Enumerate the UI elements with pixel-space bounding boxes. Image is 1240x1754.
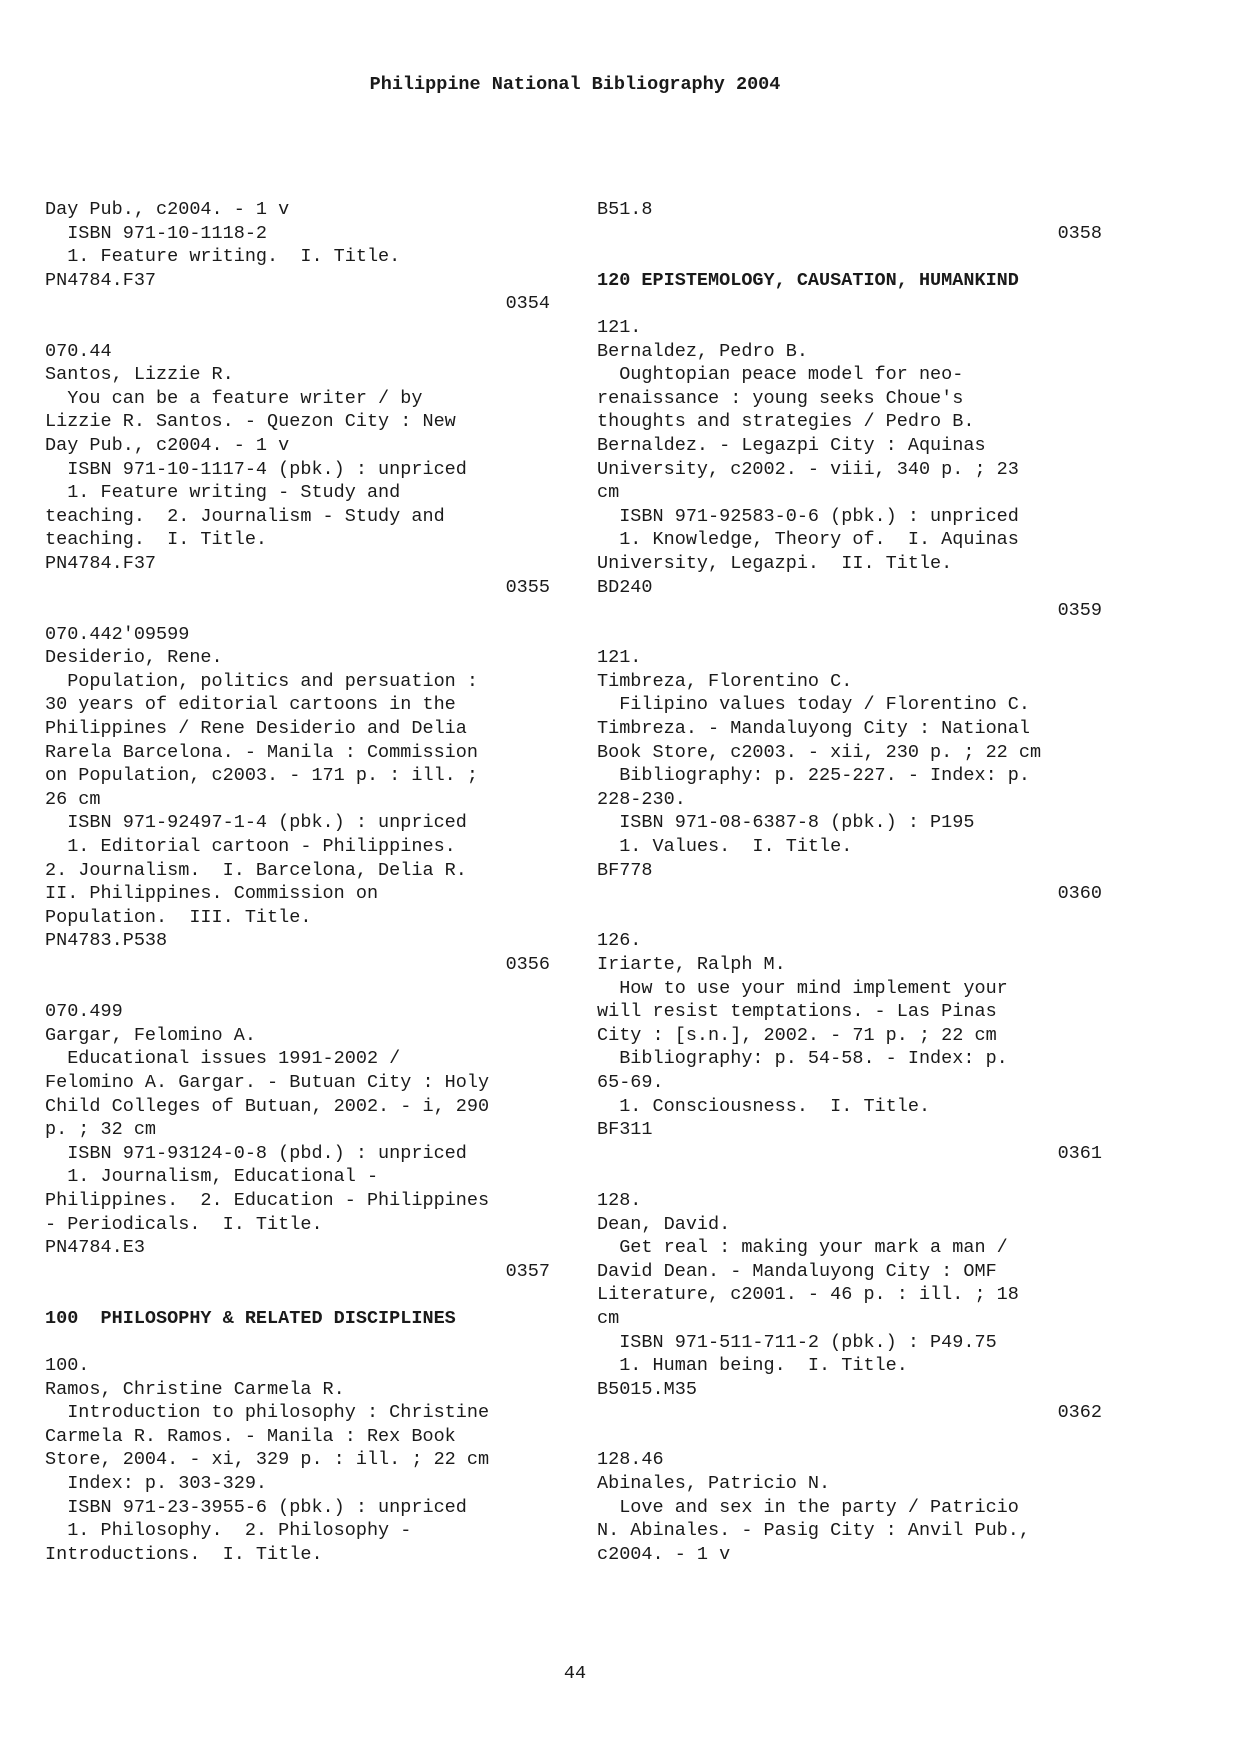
entry-line: 1. Feature writing - Study and: [45, 482, 401, 504]
entry-line: 1. Human being. I. Title.: [597, 1355, 908, 1377]
entry-line: ISBN 971-93124-0-8 (pbd.) : unpriced: [45, 1142, 467, 1164]
entry-line: 1. Philosophy. 2. Philosophy -: [45, 1520, 412, 1542]
entry-line: thoughts and strategies / Pedro B.: [597, 411, 975, 433]
entry-line: Gargar, Felomino A.: [45, 1024, 256, 1046]
entry-line: 1. Journalism, Educational -: [45, 1166, 379, 1188]
entry-line: Dean, David.: [597, 1213, 731, 1235]
spacer: [597, 623, 1102, 647]
entry-line: ISBN 971-08-6387-8 (pbk.) : P195: [597, 812, 975, 834]
entry-line: 30 years of editorial cartoons in the: [45, 694, 456, 716]
entry-line: BD240: [597, 576, 653, 598]
entry-line: University, c2002. - viii, 340 p. ; 23: [597, 458, 1019, 480]
entry-line: Bernaldez. - Legazpi City : Aquinas: [597, 434, 986, 456]
entry-line: Book Store, c2003. - xii, 230 p. ; 22 cm: [597, 741, 1042, 763]
entry-number: 0357: [505, 1260, 550, 1282]
spacer: [597, 292, 1102, 316]
spacer: [45, 977, 550, 1001]
entry-line: BF778: [597, 859, 653, 881]
spacer: [597, 245, 1102, 269]
entry-line: 121.: [597, 647, 642, 669]
entry-line: PN4784.E3: [45, 1237, 145, 1259]
page-number: 44: [563, 1663, 587, 1684]
entry-line: Philippines. 2. Education - Philippines: [45, 1189, 490, 1211]
entry-line: 65-69.: [597, 1071, 664, 1093]
spacer: [45, 316, 550, 340]
entry-line: BF311: [597, 1119, 653, 1141]
entry-line: 126.: [597, 930, 642, 952]
entry-line: 1. Feature writing. I. Title.: [45, 246, 401, 268]
entry-number: 0360: [1057, 883, 1102, 905]
entry-line: 070.44: [45, 340, 112, 362]
entry-line: p. ; 32 cm: [45, 1119, 157, 1141]
entry-line: Carmela R. Ramos. - Manila : Rex Book: [45, 1425, 456, 1447]
section-heading: 120 EPISTEMOLOGY, CAUSATION, HUMANKIND: [597, 269, 1019, 291]
entry-line: 128.46: [597, 1449, 664, 1471]
entry-line: cm: [597, 482, 620, 504]
entry-line: Timbreza. - Mandaluyong City : National: [597, 718, 1030, 740]
entry-number: 0354: [505, 293, 550, 315]
entry-line: 1. Consciousness. I. Title.: [597, 1095, 931, 1117]
right-column: [597, 198, 1102, 1566]
entry-line: Bernaldez, Pedro B.: [597, 340, 808, 362]
left-column: [45, 198, 550, 1566]
entry-line: 2. Journalism. I. Barcelona, Delia R.: [45, 859, 467, 881]
entry-line: Day Pub., c2004. - 1 v: [45, 199, 290, 220]
entry-line: University, Legazpi. II. Title.: [597, 552, 953, 574]
entry-line: Literature, c2001. - 46 p. : ill. ; 18: [597, 1284, 1019, 1306]
entry-line: teaching. 2. Journalism - Study and: [45, 505, 445, 527]
entry-line: 128.: [597, 1189, 642, 1211]
entry-number: 0361: [1057, 1142, 1102, 1164]
entry-line: 26 cm: [45, 788, 101, 810]
entry-line: Day Pub., c2004. - 1 v: [45, 434, 290, 456]
entry-line: Introductions. I. Title.: [45, 1543, 323, 1565]
entry-line: 121.: [597, 316, 642, 338]
entry-line: Desiderio, Rene.: [45, 647, 223, 669]
entry-line: Bibliography: p. 54-58. - Index: p.: [597, 1048, 1008, 1070]
entry-line: Population. III. Title.: [45, 906, 312, 928]
entry-line: PN4784.F37: [45, 269, 157, 291]
entry-line: Rarela Barcelona. - Manila : Commission: [45, 741, 478, 763]
section-heading: 100 PHILOSOPHY & RELATED DISCIPLINES: [45, 1307, 456, 1329]
entry-line: Abinales, Patricio N.: [597, 1473, 831, 1495]
entry-line: ISBN 971-92497-1-4 (pbk.) : unpriced: [45, 812, 467, 834]
entry-line: B5015.M35: [597, 1378, 697, 1400]
entry-line: 1. Editorial cartoon - Philippines.: [45, 836, 456, 858]
entry-line: - Periodicals. I. Title.: [45, 1213, 323, 1235]
entry-line: 100.: [45, 1355, 90, 1377]
spacer: [45, 1331, 550, 1355]
entry-line: Iriarte, Ralph M.: [597, 954, 786, 975]
entry-line: Ramos, Christine Carmela R.: [45, 1378, 345, 1400]
spacer: [597, 1425, 1102, 1449]
entry-line: 070.442'09599: [45, 623, 190, 645]
entry-line: Oughtopian peace model for neo-: [597, 364, 964, 386]
entry-line: Store, 2004. - xi, 329 p. : ill. ; 22 cm: [45, 1449, 490, 1471]
entry-number: 0358: [1057, 222, 1102, 244]
entry-line: 070.499: [45, 1001, 123, 1023]
entry-line: will resist temptations. - Las Pinas: [597, 1001, 997, 1023]
entry-line: c2004. - 1 v: [597, 1543, 731, 1565]
page-title: Philippine National Bibliography 2004: [369, 74, 781, 95]
entry-line: Bibliography: p. 225-227. - Index: p.: [597, 765, 1030, 787]
entry-line: City : [s.n.], 2002. - 71 p. ; 22 cm: [597, 1024, 997, 1046]
entry-line: Population, politics and persuation :: [45, 670, 478, 692]
entry-line: Educational issues 1991-2002 /: [45, 1048, 401, 1070]
entry-line: Filipino values today / Florentino C.: [597, 694, 1030, 716]
entry-line: ISBN 971-92583-0-6 (pbk.) : unpriced: [597, 505, 1019, 527]
entry-line: ISBN 971-511-711-2 (pbk.) : P49.75: [597, 1331, 997, 1353]
spacer: [45, 599, 550, 623]
entry-line: David Dean. - Mandaluyong City : OMF: [597, 1260, 997, 1282]
entry-line: Philippines / Rene Desiderio and Delia: [45, 718, 467, 740]
entry-number: 0362: [1057, 1402, 1102, 1424]
spacer: [597, 1165, 1102, 1189]
entry-line: Get real : making your mark a man /: [597, 1237, 1008, 1259]
spacer: [597, 906, 1102, 930]
entry-line: PN4783.P538: [45, 930, 168, 952]
entry-line: 1. Values. I. Title.: [597, 836, 853, 858]
entry-number: 0359: [1057, 600, 1102, 622]
entry-number: 0356: [505, 954, 550, 975]
entry-line: How to use your mind implement your: [597, 977, 1008, 999]
entry-line: Love and sex in the party / Patricio: [597, 1496, 1019, 1518]
entry-line: Introduction to philosophy : Christine: [45, 1402, 490, 1424]
entry-line: PN4784.F37: [45, 552, 157, 574]
entry-line: cm: [597, 1307, 620, 1329]
entry-line: Santos, Lizzie R.: [45, 364, 234, 386]
entry-line: You can be a feature writer / by: [45, 387, 423, 409]
entry-line: ISBN 971-23-3955-6 (pbk.) : unpriced: [45, 1496, 467, 1518]
entry-line: Lizzie R. Santos. - Quezon City : New: [45, 411, 456, 433]
entry-line: II. Philippines. Commission on: [45, 883, 379, 905]
entry-line: Child Colleges of Butuan, 2002. - i, 290: [45, 1095, 490, 1117]
entry-line: teaching. I. Title.: [45, 529, 268, 551]
spacer: [45, 1283, 550, 1307]
entry-line: 1. Knowledge, Theory of. I. Aquinas: [597, 529, 1019, 551]
entry-line: 228-230.: [597, 788, 686, 810]
entry-line: ISBN 971-10-1118-2: [45, 222, 268, 244]
entry-number: 0355: [505, 576, 550, 598]
entry-line: N. Abinales. - Pasig City : Anvil Pub.,: [597, 1520, 1030, 1542]
entry-line: ISBN 971-10-1117-4 (pbk.) : unpriced: [45, 458, 467, 480]
entry-line: Timbreza, Florentino C.: [597, 670, 853, 692]
entry-line: on Population, c2003. - 171 p. : ill. ;: [45, 765, 478, 787]
entry-line: Felomino A. Gargar. - Butuan City : Holy: [45, 1071, 490, 1093]
entry-line: Index: p. 303-329.: [45, 1473, 268, 1495]
entry-line: renaissance : young seeks Choue's: [597, 387, 964, 409]
entry-line: B51.8: [597, 199, 653, 220]
